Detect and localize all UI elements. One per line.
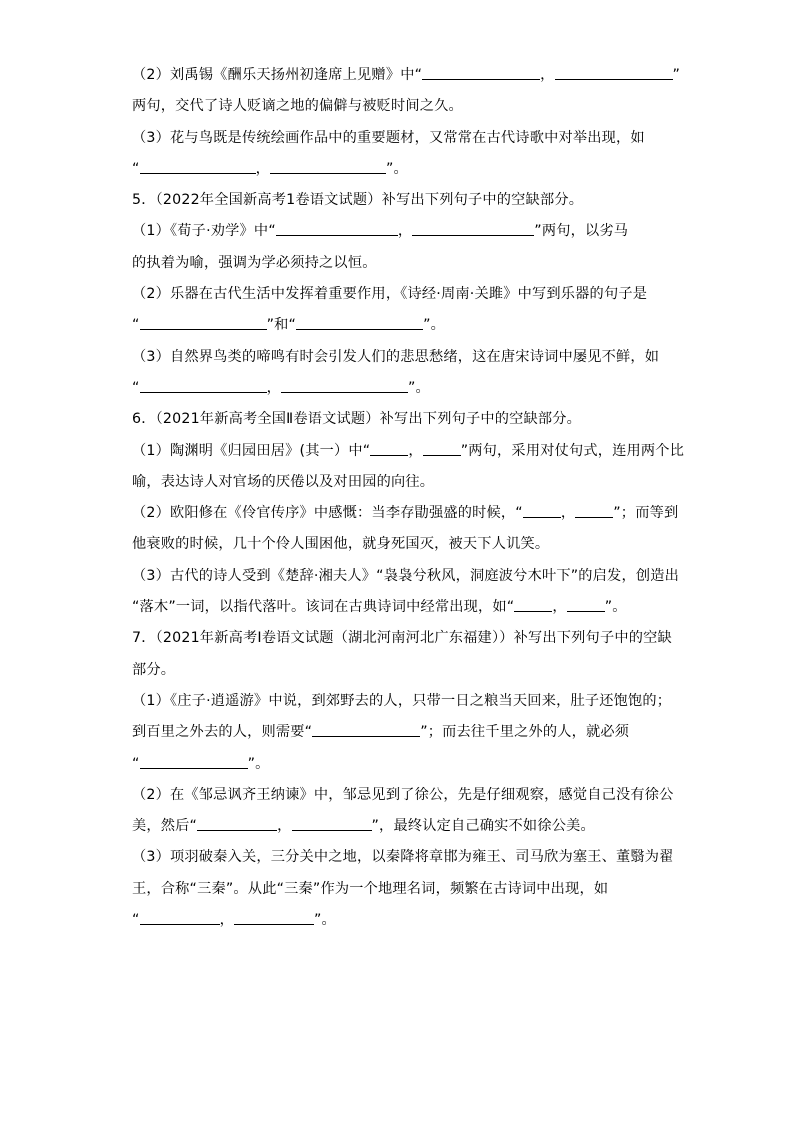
text-line xyxy=(132,60,681,91)
text-segment: ， xyxy=(277,818,292,835)
text-segment: 到百里之外去的人，则需要“ xyxy=(132,724,313,741)
answer-blank xyxy=(276,219,398,236)
text-segment: “落木”一词，以指代落叶。该词在古典诗词中经常出现，如“ xyxy=(132,599,515,616)
answer-blank xyxy=(140,313,267,330)
answer-blank xyxy=(312,720,420,737)
text-segment: ” xyxy=(672,67,681,83)
answer-blank xyxy=(296,313,423,330)
text-line xyxy=(132,592,664,623)
text-segment: ， xyxy=(560,505,576,522)
text-line xyxy=(132,686,672,717)
answer-blank xyxy=(234,908,314,925)
text-line xyxy=(132,498,679,529)
text-line xyxy=(132,373,664,404)
text-line xyxy=(132,529,664,560)
text-segment: ， xyxy=(255,160,270,177)
text-line xyxy=(132,436,685,467)
text-segment: ， xyxy=(540,67,555,83)
text-segment: ”。 xyxy=(313,912,336,929)
text-segment: 两句，交代了诗人贬谪之地的偏僻与被贬时间之久。 xyxy=(132,98,463,115)
text-line xyxy=(132,467,664,498)
answer-blank xyxy=(140,908,220,925)
text-segment: （3）花与鸟既是传统绘画作品中的重要题材，又常常在古代诗歌中对举出现，如 xyxy=(132,129,645,146)
text-segment: ”，最终认定自己确实不如徐公美。 xyxy=(371,818,595,835)
text-line xyxy=(132,216,664,247)
text-segment: ， xyxy=(552,599,567,616)
text-segment: 5．（2022年全国新高考1卷语文试题）补写出下列句子中的空缺部分。 xyxy=(132,192,584,209)
text-line xyxy=(132,655,664,686)
answer-blank xyxy=(555,63,673,80)
answer-blank xyxy=(422,63,540,80)
answer-blank xyxy=(514,595,552,612)
text-line xyxy=(132,279,664,310)
answer-blank xyxy=(370,439,408,456)
text-line xyxy=(132,404,664,435)
text-segment: 7．（2021年新高考I卷语文试题（湖北河南河北广东福建））补写出下列句子中的空缺 xyxy=(132,630,672,647)
text-line xyxy=(132,248,664,279)
text-segment: （1）《庄子·逍遥游》中说，到郊野去的人，只带一日之粮当天回来，肚子还饱饱的； xyxy=(132,692,672,709)
text-segment: ”。 xyxy=(407,379,430,396)
text-segment: ， xyxy=(397,223,413,240)
text-line xyxy=(132,123,664,154)
text-line xyxy=(132,154,664,185)
text-line xyxy=(132,905,664,936)
answer-blank xyxy=(281,376,408,393)
text-segment: ”。 xyxy=(604,599,627,616)
text-segment: ”。 xyxy=(247,755,270,772)
answer-blank xyxy=(412,219,534,236)
text-segment: （2）乐器在古代生活中发挥着重要作用，《诗经·周南·关雎》中写到乐器的句子是 xyxy=(132,286,648,303)
text-line xyxy=(132,623,672,654)
text-line xyxy=(132,874,664,905)
text-segment: （2）欧阳修在《伶官传序》中感慨：当李存勖强盛的时候，“ xyxy=(132,505,523,522)
text-segment: “ xyxy=(132,160,140,177)
text-segment: （3）古代的诗人受到《楚辞·湘夫人》“袅袅兮秋风，洞庭波兮木叶下”的启发，创造出 xyxy=(132,567,679,584)
text-segment: “ xyxy=(132,317,140,334)
text-segment: ， xyxy=(266,379,281,396)
text-segment: （3）自然界鸟类的啼鸣有时会引发人们的悲思愁绪，这在唐宋诗词中屡见不鲜，如 xyxy=(132,348,660,365)
text-segment: ”。 xyxy=(385,160,408,177)
text-line xyxy=(132,310,664,341)
text-segment: “ xyxy=(132,755,140,772)
text-segment: ”；而等到 xyxy=(613,505,679,522)
answer-blank xyxy=(140,376,267,393)
text-line xyxy=(132,717,664,748)
text-line xyxy=(132,811,664,842)
question-text-block xyxy=(132,60,685,936)
text-segment: “ xyxy=(132,379,140,396)
text-segment: ”。 xyxy=(423,317,446,334)
text-segment: （1）《荀子·劝学》中“ xyxy=(132,223,276,240)
text-segment: （3）项羽破秦入关，三分关中之地，以秦降将章邯为雍王、司马欣为塞王、董翳为翟 xyxy=(132,849,674,866)
text-line xyxy=(132,185,664,216)
text-segment: ”两句，采用对仗句式，连用两个比 xyxy=(460,442,685,459)
answer-blank xyxy=(423,439,461,456)
answer-blank xyxy=(197,814,277,831)
text-segment: 的执着为喻，强调为学必须持之以恒。 xyxy=(132,254,377,271)
answer-blank xyxy=(523,501,561,518)
text-segment: ， xyxy=(219,912,234,929)
answer-blank xyxy=(575,501,613,518)
text-segment: 喻，表达诗人对官场的厌倦以及对田园的向往。 xyxy=(132,473,435,490)
answer-blank xyxy=(292,814,372,831)
text-segment: ”和“ xyxy=(266,317,297,334)
text-segment: ”两句，以劣马 xyxy=(534,223,629,240)
text-segment: 他衰败的时候，几十个伶人围困他，就身死国灭，被天下人讥笑。 xyxy=(132,536,550,553)
text-line xyxy=(132,561,679,592)
text-segment: 美，然后“ xyxy=(132,818,198,835)
text-line xyxy=(132,91,664,122)
text-segment: 王，合称“三秦”。从此“三秦”作为一个地理名词，频繁在古诗词中出现，如 xyxy=(132,880,609,897)
text-segment: 6．（2021年新高考全国Ⅱ卷语文试题）补写出下列句子中的空缺部分。 xyxy=(132,411,582,428)
answer-blank xyxy=(140,157,256,174)
text-segment: “ xyxy=(132,912,140,929)
text-segment: ， xyxy=(408,442,423,459)
text-line xyxy=(132,780,674,811)
text-line xyxy=(132,749,664,780)
answer-blank xyxy=(270,157,386,174)
text-segment: （1）陶渊明《归园田居》(其一）中“ xyxy=(132,442,371,459)
answer-blank xyxy=(567,595,605,612)
text-line xyxy=(132,342,664,373)
text-segment: （2）刘禹锡《酬乐天扬州初逢席上见赠》中“ xyxy=(132,67,423,83)
text-segment: ”；而去往千里之外的人，就必须 xyxy=(420,724,630,741)
answer-blank xyxy=(140,752,248,769)
text-segment: 部分。 xyxy=(132,661,176,678)
text-line xyxy=(132,842,674,873)
text-segment: （2）在《邹忌讽齐王纳谏》中，邹忌见到了徐公，先是仔细观察，感觉自己没有徐公 xyxy=(132,786,674,803)
